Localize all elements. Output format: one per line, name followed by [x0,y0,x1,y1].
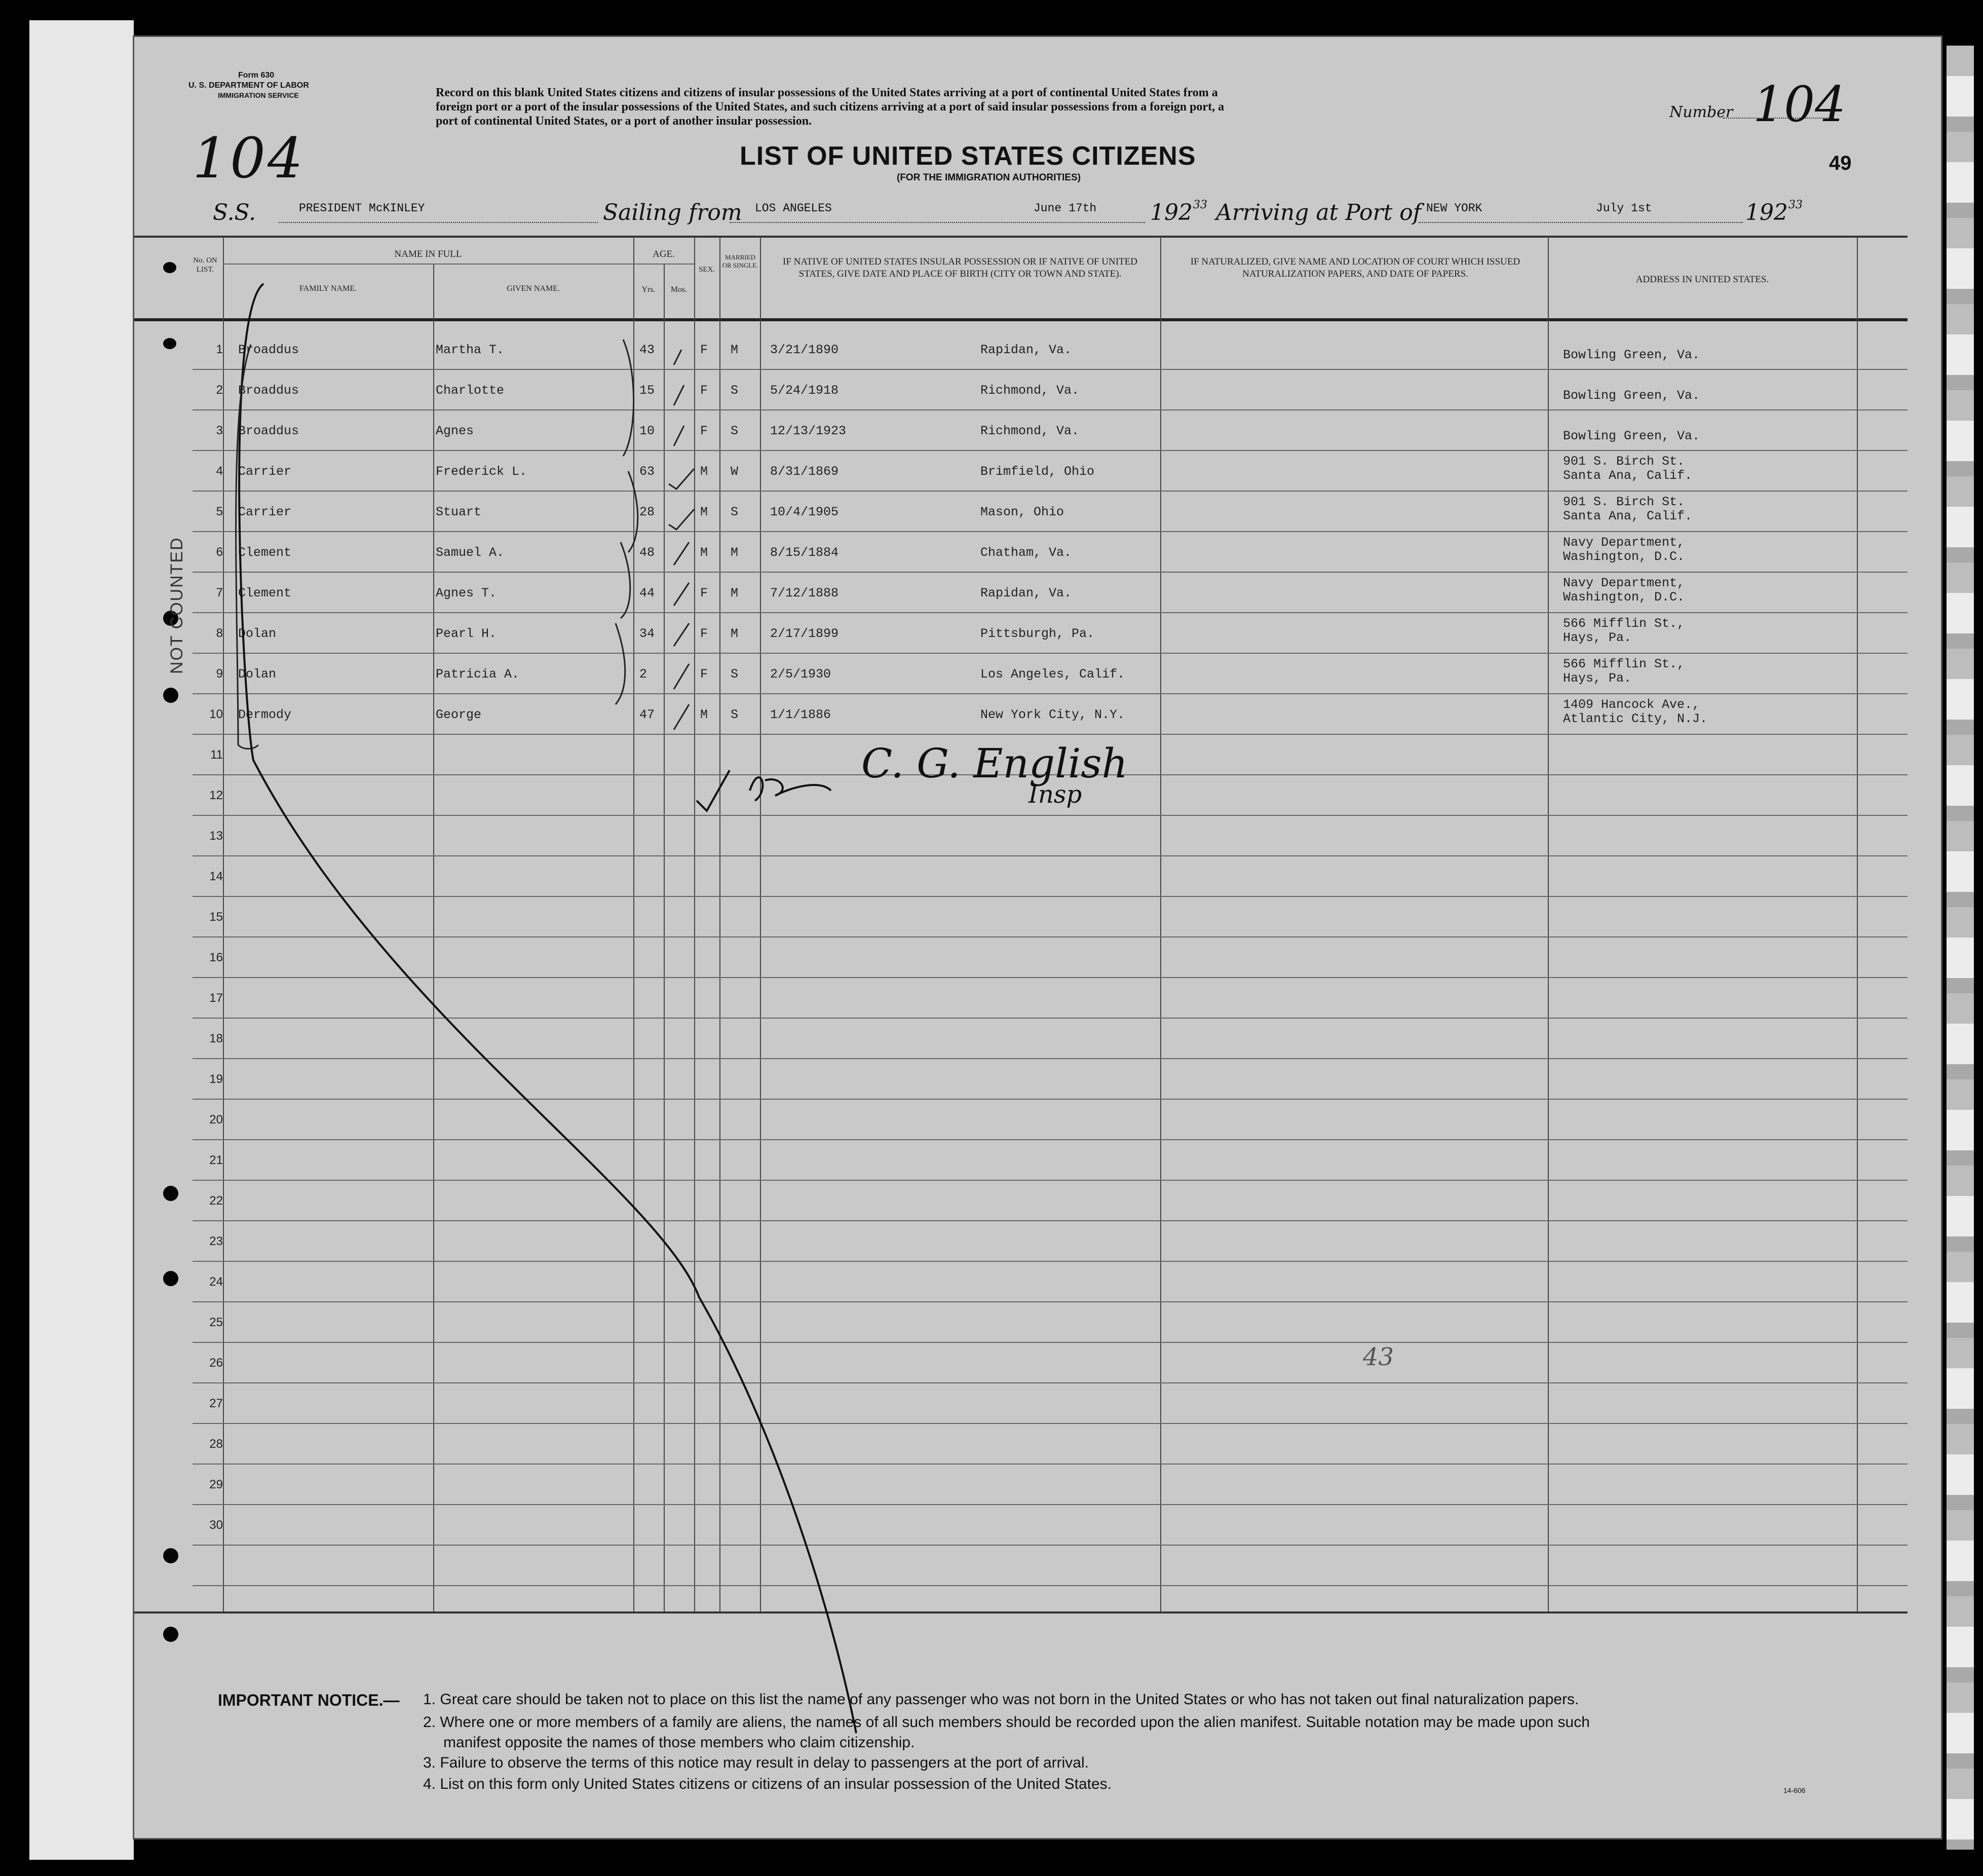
row-number: 29 [209,1478,223,1491]
age-years-cell: 44 [639,586,655,601]
sailing-from: LOS ANGELES [755,202,832,215]
given-name-cell: Stuart [436,505,482,519]
address-line: Bowling Green, Va. [1563,388,1700,403]
header-address: ADDRESS IN UNITED STATES. [1635,274,1769,285]
sex-cell: M [700,707,708,722]
check-mark [674,426,684,446]
row-number: 17 [209,991,223,1005]
bracket-stroke [628,471,638,552]
handwritten-list-number: 104 [193,126,305,191]
given-name-cell: Agnes [436,424,474,438]
address-line: Santa Ana, Calif. [1563,509,1693,523]
given-name-cell: Martha T. [436,343,505,357]
page-number: 49 [1829,152,1852,174]
address-line: Hays, Pa. [1563,671,1632,686]
given-name-cell: George [436,707,482,722]
birth-date-cell: 1/1/1886 [770,707,831,722]
sex-cell: M [700,464,708,479]
notice-item-4: 4. List on this form only United States citizens or citizens of an insular possession of the United States. [423,1776,1112,1792]
row-number: 22 [209,1194,223,1208]
age-years-cell: 10 [639,424,655,438]
header-sex: SEX. [698,266,715,274]
marital-status-cell: M [731,586,739,601]
arriving-year-prefix: 192 [1745,200,1788,226]
given-name-cell: Patricia A. [436,667,520,682]
instructions-line-1: Record on this blank United States citizens and citizens of insular possessions of the United States arriving at a port of continental United States from a [436,86,1218,99]
notice-item-2-cont: manifest opposite the names of those members who claim citizenship. [443,1734,915,1751]
marital-status-cell: S [731,424,739,438]
birth-place-cell: Brimfield, Ohio [980,464,1095,479]
sailing-year: 33 [1193,199,1207,211]
header-mos: Mos. [670,285,688,294]
row-number: 26 [209,1356,223,1370]
row-number: 7 [216,586,223,599]
row-number: 13 [209,829,223,843]
ss-label: S.S. [213,200,256,226]
age-years-cell: 34 [639,626,655,641]
initials [750,777,831,801]
birth-place-cell: Mason, Ohio [980,505,1064,519]
header-given-name: GIVEN NAME. [507,284,560,293]
sex-cell: F [700,626,708,641]
sex-cell: M [700,545,708,560]
sex-cell: F [700,586,708,601]
birth-place-cell: Richmond, Va. [980,383,1080,398]
birth-place-cell: New York City, N.Y. [980,707,1125,722]
birth-date-cell: 3/21/1890 [770,343,839,357]
check-mark [674,350,681,365]
form-number: Form 630 [238,71,275,80]
header-naturalized: IF NATURALIZED, GIVE NAME AND LOCATION OF COURT WHICH ISSUED NATURALIZATION PAPERS, AND DATE OF PAPERS. [1190,256,1520,279]
address-line: Navy Department, [1563,576,1685,590]
birth-date-cell: 10/4/1905 [770,505,839,519]
birth-date-cell: 2/17/1899 [770,626,839,641]
birth-date-cell: 12/13/1923 [770,424,847,438]
address-line: 566 Mifflin St., [1563,616,1685,631]
row-number: 30 [209,1518,223,1532]
notice-item-2: 2. Where one or more members of a family are aliens, the names of all such members should be recorded upon the alien manifest. Suitable notation may be made upon such [423,1714,1590,1731]
arriving-label: Arriving at Port of [1216,200,1422,226]
row-number: 25 [209,1316,223,1329]
header-married-single: MARRIED OR SINGLE. [722,253,758,269]
marital-status-cell: M [731,343,739,357]
birth-date-cell: 8/15/1884 [770,545,839,560]
row-number: 27 [209,1397,223,1410]
row-number: 11 [210,748,223,762]
marital-status-cell: M [731,545,739,560]
birth-date-cell: 7/12/1888 [770,586,839,601]
not-counted-stamp: NOT COUNTED [167,537,186,674]
check-mark [669,509,694,530]
age-years-cell: 28 [639,505,655,519]
birth-place-cell: Los Angeles, Calif. [980,667,1125,682]
row-number: 19 [209,1072,223,1086]
header-birth: IF NATIVE OF UNITED STATES INSULAR POSSESSION OR IF NATIVE OF UNITED STATES, GIVE DATE AND PLACE OF BIRTH (CITY OR TOWN AND STATE). [783,256,1137,279]
header-no-on-list: No. ON LIST. [193,256,217,274]
marital-status-cell: W [731,464,739,479]
marital-status-cell: S [731,505,739,519]
sailing-date: June 17th [1034,202,1097,215]
given-name-cell: Agnes T. [436,586,497,601]
row-number: 9 [216,667,223,681]
address-line: Bowling Green, Va. [1563,348,1700,362]
given-name-cell: Charlotte [436,383,505,398]
row-number: 24 [209,1275,223,1289]
row-number: 10 [209,707,223,721]
age-years-cell: 47 [639,707,655,722]
check-mark [674,664,689,689]
address-line: Santa Ana, Calif. [1563,468,1693,483]
sex-cell: F [700,343,708,357]
inspector-title: Insp [1028,780,1082,809]
bracket-stroke [621,542,630,618]
age-years-cell: 2 [639,667,647,682]
row-number: 12 [209,789,223,802]
check-mark [674,385,684,405]
notice-item-3: 3. Failure to observe the terms of this notice may result in delay to passengers at the port of arrival. [423,1754,1089,1771]
notice-heading: IMPORTANT NOTICE.— [218,1691,400,1709]
row-number: 6 [216,545,223,559]
header-family-name: FAMILY NAME. [299,284,357,293]
check-mark [697,770,730,811]
check-mark [674,542,689,565]
row-number: 15 [209,910,223,924]
birth-place-cell: Rapidan, Va. [980,586,1072,601]
check-mark [674,583,689,606]
page-title: LIST OF UNITED STATES CITIZENS [740,141,1196,171]
family-name-cell: Broaddus [238,424,299,438]
family-name-cell: Clement [238,586,292,601]
row-number: 8 [216,626,223,640]
family-name-cell: Carrier [238,505,292,519]
row-number: 18 [209,1032,223,1045]
instructions-line-3: port of continental United States, or a port of another insular possession. [436,115,812,128]
header-yrs: Yrs. [641,285,656,294]
diagonal-pen-stroke [239,284,856,1733]
service: IMMIGRATION SERVICE [218,91,299,99]
age-years-cell: 15 [639,383,655,398]
birth-place-cell: Pittsburgh, Pa. [980,626,1095,641]
number-label: Number [1669,103,1733,121]
header-age: AGE. [653,249,675,259]
row-number: 16 [209,951,223,964]
notice-item-1: 1. Great care should be taken not to place on this list the name of any passenger who was not born in the United States or who has not taken out final naturalization papers. [423,1691,1579,1708]
row-number: 23 [209,1234,223,1248]
age-years-cell: 43 [639,343,655,357]
row-number: 2 [216,383,223,397]
address-line: 901 S. Birch St. [1563,495,1685,509]
margin-mark: 43 [1363,1343,1394,1371]
given-name-cell: Pearl H. [436,626,497,641]
check-mark [674,704,689,730]
header-name-in-full: NAME IN FULL [394,249,462,259]
row-number: 3 [216,424,223,437]
row-number: 5 [216,505,223,518]
number-value: 104 [1753,76,1846,133]
marital-status-cell: S [731,383,739,398]
department: U. S. DEPARTMENT OF LABOR [188,81,309,90]
given-name-cell: Frederick L. [436,464,527,479]
sailing-label: Sailing from [603,200,742,226]
address-line: 1409 Hancock Ave., [1563,697,1700,712]
marital-status-cell: S [731,667,739,682]
address-line: Bowling Green, Va. [1563,429,1700,443]
address-line: Navy Department, [1563,535,1685,550]
address-line: Atlantic City, N.J. [1563,711,1708,726]
family-name-cell: Dolan [238,667,277,682]
address-line: Hays, Pa. [1563,630,1632,645]
sex-cell: F [700,667,708,682]
arriving-year: 33 [1788,199,1803,211]
bracket-stroke [616,623,625,704]
bracket-stroke [623,340,634,456]
birth-place-cell: Richmond, Va. [980,424,1080,438]
sex-cell: F [700,424,708,438]
family-name-cell: Broaddus [238,343,299,357]
check-mark [674,623,689,646]
marital-status-cell: S [731,707,739,722]
sex-cell: F [700,383,708,398]
birth-date-cell: 8/31/1869 [770,464,839,479]
family-name-cell: Dermody [238,707,292,722]
address-line: Washington, D.C. [1563,549,1685,564]
row-number: 20 [209,1113,223,1127]
row-number: 21 [209,1153,223,1167]
address-line: 901 S. Birch St. [1563,454,1685,469]
sex-cell: M [700,505,708,519]
family-name-cell: Dolan [238,626,277,641]
address-line: Washington, D.C. [1563,590,1685,605]
row-number: 1 [216,343,223,356]
row-number: 14 [209,870,223,883]
ship-name: PRESIDENT McKINLEY [299,202,425,215]
birth-place-cell: Chatham, Va. [980,545,1072,560]
family-name-cell: Carrier [238,464,292,479]
birth-date-cell: 2/5/1930 [770,667,831,682]
birth-date-cell: 5/24/1918 [770,383,839,398]
page-subtitle: (FOR THE IMMIGRATION AUTHORITIES) [897,172,1081,183]
family-name-cell: Clement [238,545,292,560]
row-number: 4 [216,464,223,478]
check-mark [669,469,694,489]
row-number: 28 [209,1437,223,1451]
age-years-cell: 63 [639,464,655,479]
given-name-cell: Samuel A. [436,545,505,560]
marital-status-cell: M [731,626,739,641]
family-name-cell: Broaddus [238,383,299,398]
age-years-cell: 48 [639,545,655,560]
arriving-date: July 1st [1596,202,1652,215]
instructions-line-2: foreign port or a port of the insular possessions of the United States, and such citizens arriving at a port of said insular possessions from a foreign port, a [436,100,1225,114]
sailing-year-prefix: 192 [1150,200,1193,226]
birth-place-cell: Rapidan, Va. [980,343,1072,357]
inspector-signature: C. G. English [861,740,1128,787]
arriving-port: NEW YORK [1426,202,1482,215]
address-line: 566 Mifflin St., [1563,657,1685,671]
footer-code: 14-606 [1783,1786,1806,1794]
